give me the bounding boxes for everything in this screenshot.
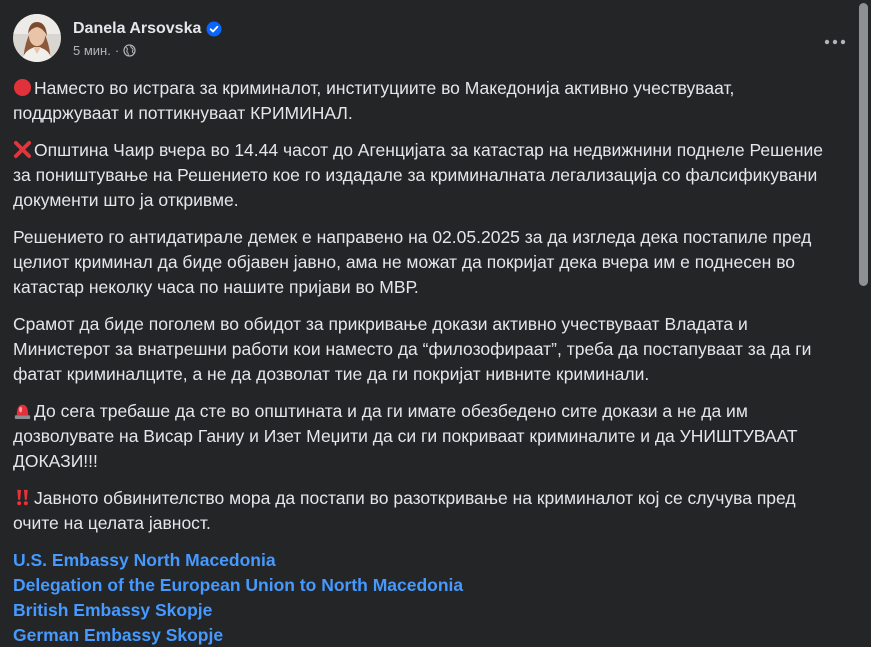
tagged-page-link[interactable]: U.S. Embassy North Macedonia — [13, 550, 276, 570]
more-horizontal-icon — [823, 39, 847, 45]
post-paragraph-1 — [13, 76, 843, 126]
paragraph-text: До сега требаше да сте во општината и да ги имате обезбедено сите докази а не да им дозволувате на Висар Ганиу и Изет Меџити да си ги покриваат криминалите и да УНИШТУВААТ ДОКАЗИ!!! — [13, 401, 798, 471]
red-circle-icon — [13, 78, 32, 97]
post-meta — [73, 18, 222, 58]
cross-mark-icon — [13, 140, 32, 159]
scrollbar-thumb[interactable] — [859, 3, 868, 286]
tagged-page-link[interactable]: Delegation of the European Union to North Macedonia — [13, 575, 464, 595]
tagged-page-link[interactable]: British Embassy Skopje — [13, 600, 213, 620]
post-paragraph-2 — [13, 138, 843, 213]
post-paragraph-5 — [13, 399, 843, 474]
post-time-row — [73, 43, 222, 58]
paragraph-text: Решението го антидатирале демек е направено на 02.05.2025 за да изгледа дека постапиле пред целиот криминал да биде објавен јавно, ама не можат да покријат дека вчера им е поднесен во катастар неколку часа по нашите пријави во МВР. — [13, 227, 812, 297]
post-timestamp[interactable]: 5 мин. — [73, 43, 111, 58]
more-options-button[interactable] — [817, 24, 853, 60]
globe-icon[interactable] — [123, 44, 136, 57]
double-exclamation-icon — [13, 488, 32, 507]
siren-icon — [13, 401, 32, 420]
post-paragraph-3 — [13, 225, 843, 300]
paragraph-text: Срамот да биде поголем во обидот за прикривање докази активно учествуваат Владата и Министерот за внатрешни работи кои наместо да “филозофираат”, треба да постапуваат за да ги фатат криминалците, а не да дозволат тие да ги покријат нивните криминали. — [13, 314, 812, 384]
post-paragraph-4 — [13, 312, 843, 387]
post-header — [13, 14, 222, 66]
separator-dot: · — [114, 43, 120, 58]
paragraph-text: Општина Чаир вчера во 14.44 часот до Агенцијата за катастар на недвижнини поднеле Решение за поништување на Решението кое го издадале за криминалната легализација со фалсификувани документи што ја откривме. — [13, 140, 824, 210]
avatar[interactable] — [13, 14, 61, 62]
author-name[interactable]: Danela Arsovska — [73, 20, 202, 37]
post-body — [13, 76, 843, 647]
paragraph-text: Јавното обвинителство мора да постапи во разоткривање на криминалот кој се случува пред очите на целата јавност. — [13, 488, 796, 533]
paragraph-text: Наместо во истрага за криминалот, институциите во Македонија активно учествуваат, поддржуваат и поттикнуваат КРИМИНАЛ. — [13, 78, 735, 123]
author-row — [73, 18, 222, 40]
tagged-page-link[interactable]: German Embassy Skopje — [13, 625, 224, 645]
scrollbar[interactable] — [857, 0, 871, 647]
verified-badge-icon — [206, 21, 222, 37]
tagged-pages — [13, 548, 843, 647]
post-paragraph-6 — [13, 486, 843, 536]
